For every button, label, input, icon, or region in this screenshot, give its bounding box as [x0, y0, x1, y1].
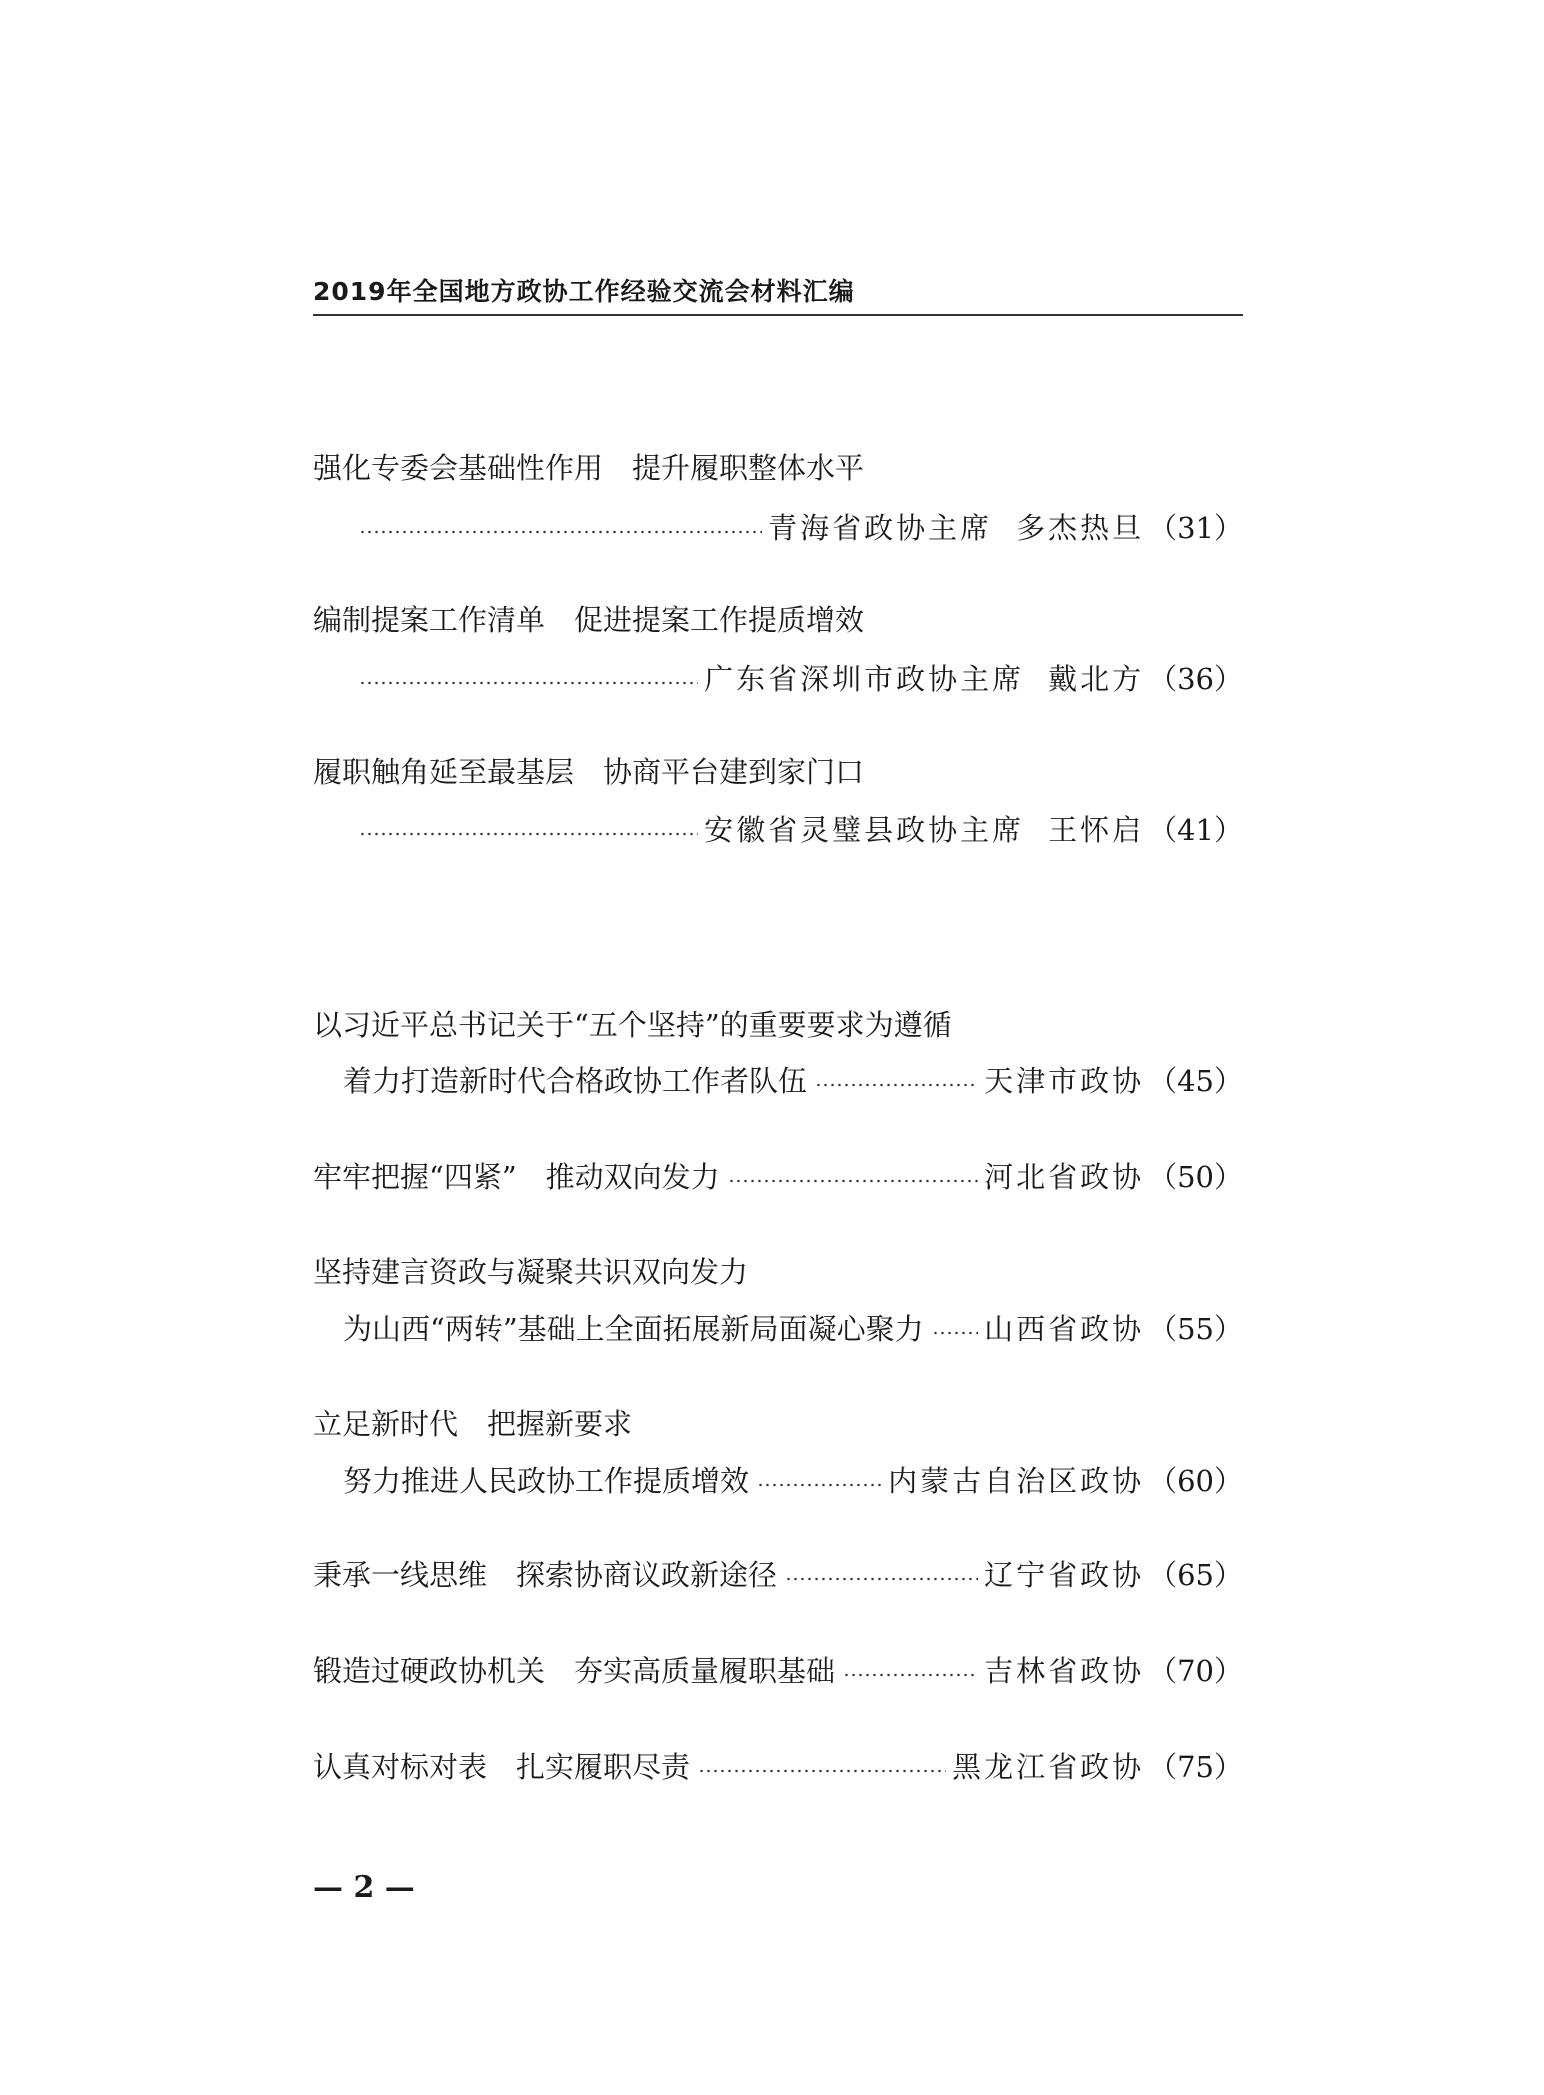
entry-title: 秉承一线思维 探索协商议政新途径 — [313, 1557, 778, 1592]
entry-title: 认真对标对表 扎实履职尽责 — [313, 1749, 691, 1784]
running-header: 2019年全国地方政协工作经验交流会材料汇编 — [313, 277, 855, 306]
entry-page: （41） — [1148, 812, 1243, 847]
entry-author: 天津市政协 — [984, 1063, 1145, 1098]
entry-author: 吉林省政协 — [984, 1653, 1145, 1688]
toc-entry-leader-line[interactable] — [313, 657, 1243, 697]
entry-title: 立足新时代 把握新要求 — [313, 1406, 633, 1441]
entry-author: 安徽省灵璧县政协主席 王怀启 — [704, 812, 1145, 847]
dot-leader — [359, 832, 698, 836]
toc-entry-leader-line[interactable] — [313, 1553, 1243, 1593]
dot-leader — [757, 1483, 882, 1487]
entry-page: （65） — [1148, 1557, 1243, 1592]
toc-entry-title — [313, 1250, 1243, 1290]
entry-author: 山西省政协 — [984, 1311, 1145, 1346]
entry-author: 黑龙江省政协 — [952, 1749, 1145, 1784]
entry-author: 内蒙古自治区政协 — [888, 1463, 1145, 1498]
toc-entry-leader-line[interactable] — [313, 808, 1243, 848]
entry-page: （50） — [1148, 1159, 1243, 1194]
entry-title: 履职触角延至最基层 协商平台建到家门口 — [313, 754, 865, 789]
entry-subtitle: 着力打造新时代合格政协工作者队伍 — [343, 1063, 808, 1098]
entry-title: 强化专委会基础性作用 提升履职整体水平 — [313, 450, 865, 485]
entry-subtitle: 努力推进人民政协工作提质增效 — [343, 1463, 750, 1498]
toc-entry-title — [313, 750, 1243, 790]
dot-leader — [728, 1179, 978, 1183]
entry-author: 辽宁省政协 — [984, 1557, 1145, 1592]
entry-subtitle: 为山西“两转”基础上全面拓展新局面凝心聚力 — [343, 1311, 924, 1346]
dot-leader — [359, 530, 762, 534]
toc-entry-leader-line[interactable] — [313, 1649, 1243, 1689]
entry-title: 以习近平总书记关于“五个坚持”的重要要求为遵循 — [313, 1007, 952, 1042]
entry-author: 河北省政协 — [984, 1159, 1145, 1194]
toc-entry-leader-line[interactable] — [313, 506, 1243, 546]
entry-title: 牢牢把握“四紧” 推动双向发力 — [313, 1159, 720, 1194]
toc-entry-leader-line[interactable] — [313, 1307, 1243, 1347]
entry-page: （75） — [1148, 1749, 1243, 1784]
toc-entry-leader-line[interactable] — [313, 1155, 1243, 1195]
entry-title: 坚持建言资政与凝聚共识双向发力 — [313, 1254, 749, 1289]
dot-leader — [359, 681, 698, 685]
dot-leader — [698, 1769, 946, 1773]
toc-entry-title — [313, 1402, 1243, 1442]
entry-title: 编制提案工作清单 促进提案工作提质增效 — [313, 602, 865, 637]
dot-leader — [785, 1577, 978, 1581]
toc-entry-leader-line[interactable] — [313, 1059, 1243, 1099]
dot-leader — [932, 1331, 978, 1335]
page-number: — 2 — — [313, 1870, 415, 1905]
dot-leader — [815, 1083, 978, 1087]
toc-entry-leader-line[interactable] — [313, 1745, 1243, 1785]
entry-page: （70） — [1148, 1653, 1243, 1688]
entry-page: （60） — [1148, 1463, 1243, 1498]
entry-author: 青海省政协主席 多杰热旦 — [768, 510, 1145, 545]
entry-page: （45） — [1148, 1063, 1243, 1098]
entry-page: （36） — [1148, 661, 1243, 696]
header-rule — [313, 314, 1243, 316]
dot-leader — [843, 1673, 978, 1677]
entry-author: 广东省深圳市政协主席 戴北方 — [704, 661, 1145, 696]
entry-page: （55） — [1148, 1311, 1243, 1346]
toc-entry-leader-line[interactable] — [313, 1459, 1243, 1499]
entry-page: （31） — [1148, 510, 1243, 545]
entry-title: 锻造过硬政协机关 夯实高质量履职基础 — [313, 1653, 836, 1688]
toc-entry-title — [313, 598, 1243, 638]
toc-entry-title — [313, 446, 1243, 486]
toc-entry-title — [313, 1003, 1243, 1043]
